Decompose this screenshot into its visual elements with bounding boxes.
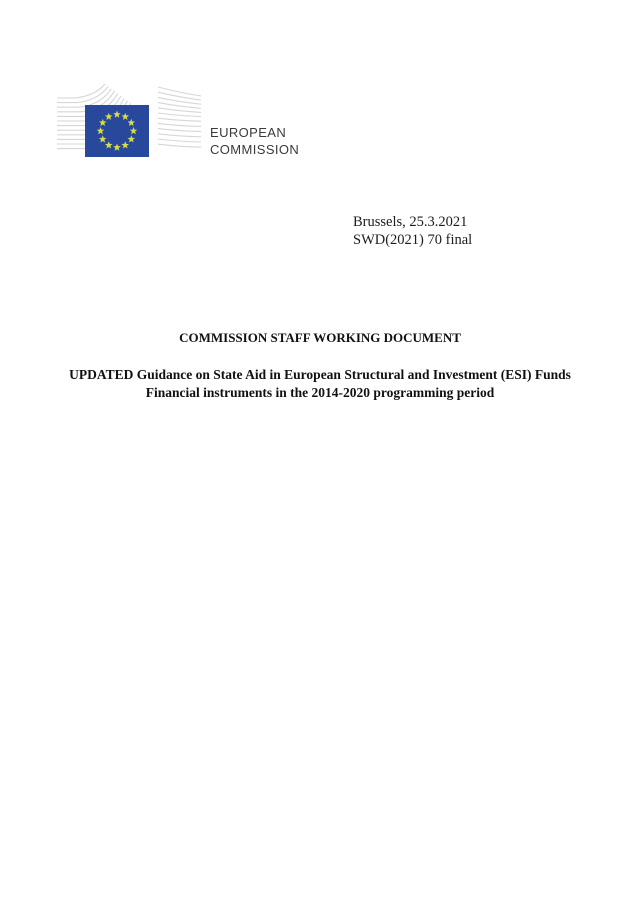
document-reference: SWD(2021) 70 final	[353, 232, 473, 248]
place-date: Brussels, 25.3.2021	[353, 214, 468, 230]
document-subtitle-line1: UPDATED Guidance on State Aid in European Structural and Investment (ESI) Funds	[69, 367, 571, 382]
eu-flag	[85, 105, 149, 157]
logo-lines-right	[158, 87, 201, 147]
european-commission-logo	[57, 83, 307, 168]
logo-wordmark	[210, 124, 299, 158]
ec-logo-graphic	[57, 83, 207, 163]
document-subtitle	[0, 366, 640, 402]
header-reference-block	[353, 213, 472, 249]
document-title: COMMISSION STAFF WORKING DOCUMENT	[179, 330, 461, 345]
document-subtitle-line2: Financial instruments in the 2014-2020 programming period	[145, 385, 495, 400]
logo-wordmark-line2: COMMISSION	[210, 142, 300, 157]
logo-wordmark-line1: EUROPEAN	[210, 125, 287, 140]
